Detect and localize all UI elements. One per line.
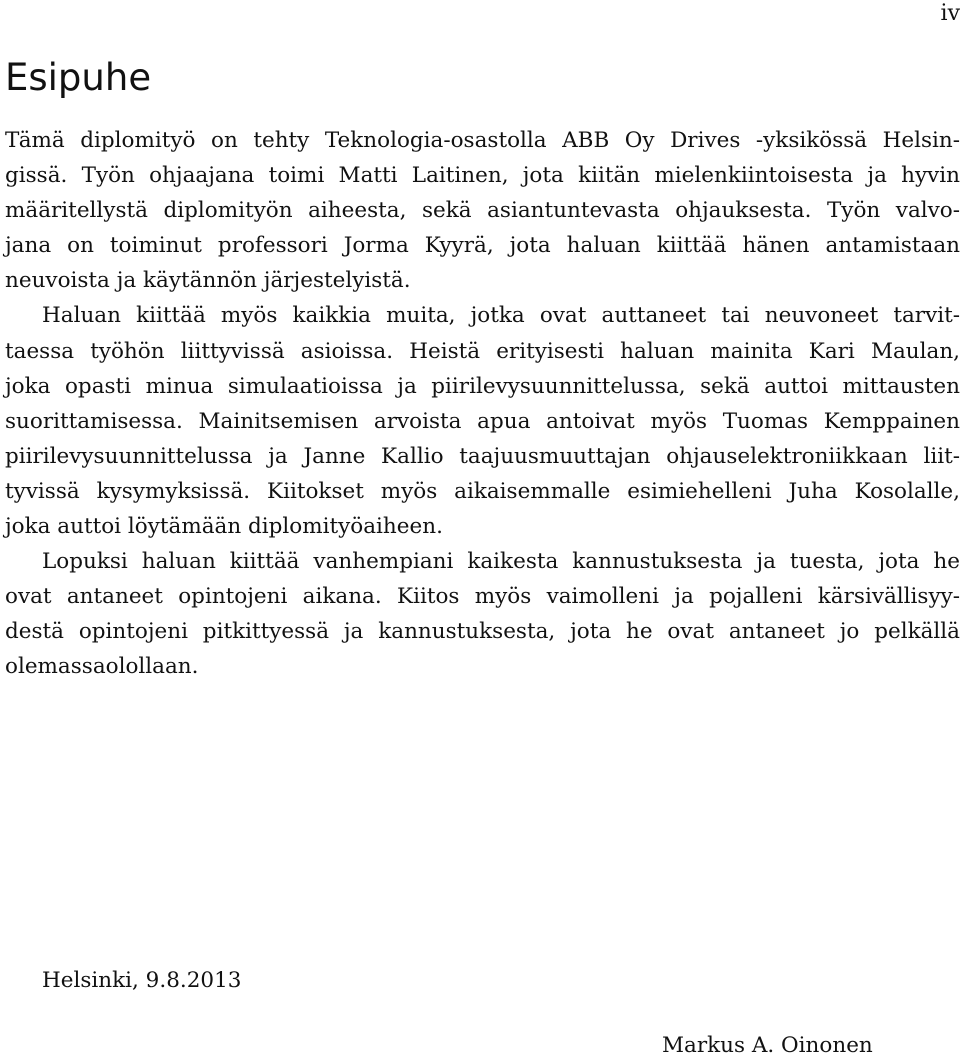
paragraph-3-line: ovat antaneet opintojeni aikana. Kiitos myös vaimolleni ja pojalleni kärsivällisyy- [5,584,960,610]
paragraph-2-line: Haluan kiittää myös kaikkia muita, jotka ovat auttaneet tai neuvoneet tarvit- [42,303,960,329]
body-text [5,123,960,685]
paragraph-3-line: olemassaolollaan. [5,654,199,680]
paragraph-2-line: tyvissä kysymyksissä. Kiitokset myös aikaisemmalle esimiehelleni Juha Kosolalle, [5,478,960,504]
paragraph-2-line: suorittamisessa. Mainitsemisen arvoista apua antoivat myös Tuomas Kemppainen [5,408,960,434]
paragraph-1-line: gissä. Työn ohjaajana toimi Matti Laitinen, jota kiitän mielenkiintoisesta ja hyvin [5,163,960,189]
paragraph-2-line: joka opasti minua simulaatioissa ja piirilevysuunnittelussa, sekä auttoi mittausten [5,373,960,399]
page-number: iv [940,1,960,26]
paragraph-2-line: taessa työhön liittyvissä asioissa. Heistä erityisesti haluan mainita Kari Maulan, [5,338,960,364]
paragraph-1-line: määritellystä diplomityön aiheesta, sekä asiantuntevasta ohjauksesta. Työn valvo- [5,198,960,224]
place-date: Helsinki, 9.8.2013 [42,968,242,993]
paragraph-2-line: joka auttoi löytämään diplomityöaiheen. [5,514,443,540]
paragraph-1-line: jana on toiminut professori Jorma Kyyrä, jota haluan kiittää hänen antamistaan [5,233,960,259]
paragraph-1-line: Tämä diplomityö on tehty Teknologia-osastolla ABB Oy Drives -yksikössä Helsin- [5,128,960,153]
paragraph-3-line: Lopuksi haluan kiittää vanhempiani kaikesta kannustuksesta ja tuesta, jota he [42,549,960,575]
chapter-title: Esipuhe [5,56,152,99]
signature: Markus A. Oinonen [662,1033,873,1058]
paragraph-2-line: piirilevysuunnittelussa ja Janne Kallio taajuusmuuttajan ohjauselektroniikkaan liit- [5,443,960,469]
paragraph-1-line: neuvoista ja käytännön järjestelyistä. [5,268,411,294]
paragraph-3-line: destä opintojeni pitkittyessä ja kannustuksesta, jota he ovat antaneet jo pelkällä [5,619,960,645]
